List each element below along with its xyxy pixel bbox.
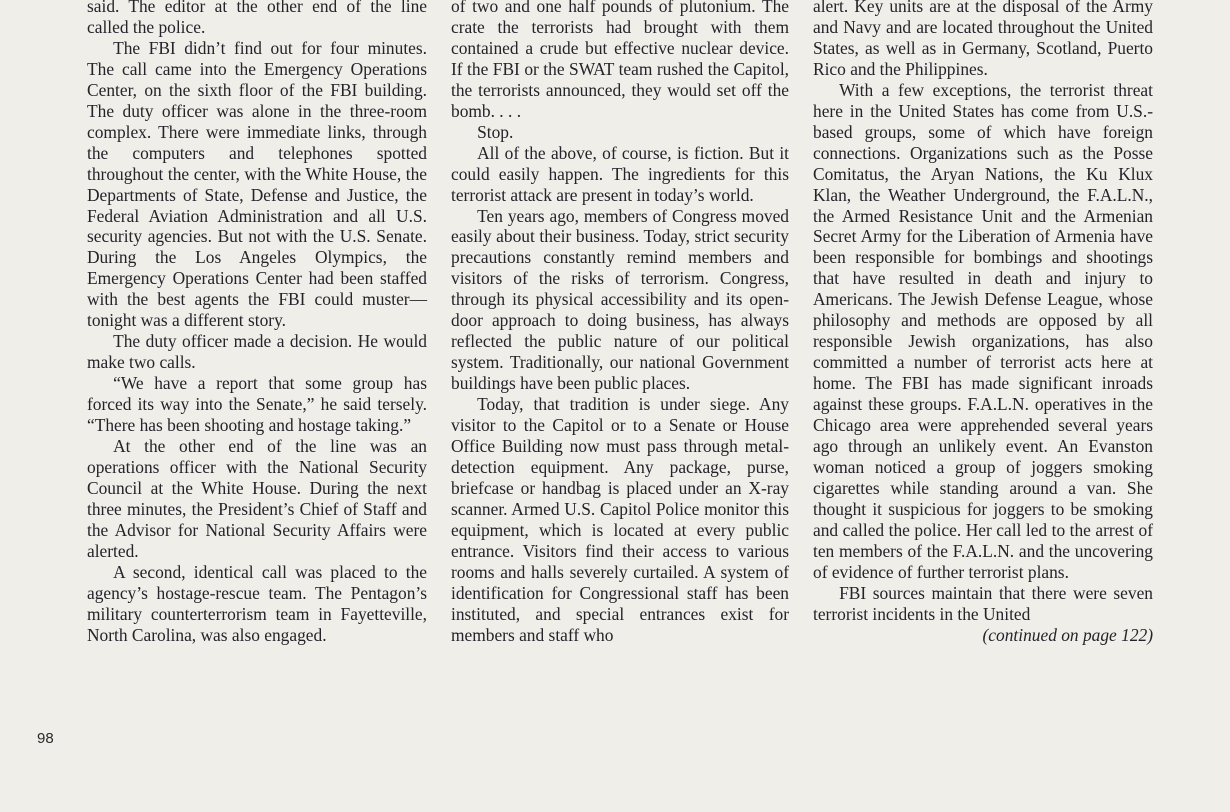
paragraph: The duty officer made a decision. He would make two calls. <box>87 331 427 373</box>
paragraph: All of the above, of course, is fiction. But it could easily happen. The ingredients for this terrorist attack are present in today’s world. <box>451 142 789 205</box>
paragraph: Ten years ago, members of Congress moved easily about their business. Today, strict security precautions constantly remind members and visitors of the risks of terrorism. Congress, through its physical accessibility and its open-door approach to doing business, has always reflected the public nature of our political system. Traditionally, our national Government buildings have been public places. <box>451 205 789 394</box>
paragraph: said. The editor at the other end of the line called the police. <box>87 0 427 37</box>
article-column-2 <box>451 0 789 646</box>
continued-note: (continued on page 122) <box>982 624 1153 645</box>
paragraph: The FBI didn’t find out for four minutes. The call came into the Emergency Operations Center, on the sixth floor of the FBI building. The duty officer was alone in the three-room complex. There were immediate links, through the computers and telephones spotted throughout the center, with the White House, the Departments of State, Defense and Justice, the Federal Aviation Administration and all U.S. security agencies. But not with the U.S. Senate. During the Los Angeles Olympics, the Emergency Operations Center had been staffed with the best agents the FBI could muster—tonight was a different story. <box>87 37 427 331</box>
article-column-3 <box>813 0 1153 646</box>
paragraph: of two and one half pounds of plutonium. The crate the terrorists had brought with them contained a crude but effective nuclear device. If the FBI or the SWAT team rushed the Capitol, the terrorists announced, they would set off the bomb. . . . <box>451 0 789 121</box>
paragraph: alert. Key units are at the disposal of the Army and Navy and are located throughout the United States, as well as in Germany, Scotland, Puerto Rico and the Philippines. <box>813 0 1153 79</box>
paragraph: Stop. <box>477 121 514 142</box>
page-number: 98 <box>37 730 54 747</box>
paragraph: FBI sources maintain that there were seven terrorist incidents in the United <box>813 582 1153 624</box>
paragraph: At the other end of the line was an operations officer with the National Security Council at the White House. During the next three minutes, the President’s Chief of Staff and the Advisor for National Security Affairs were alerted. <box>87 436 427 561</box>
paragraph: A second, identical call was placed to the agency’s hostage-rescue team. The Pentagon’s military counterterrorism team in Fayetteville, North Carolina, was also engaged. <box>87 561 427 645</box>
paragraph: With a few exceptions, the terrorist threat here in the United States has come from U.S.-based groups, some of which have foreign connections. Organizations such as the Posse Comitatus, the Aryan Nations, the Ku Klux Klan, the Weather Underground, the F.A.L.N., the Armed Resistance Unit and the Armenian Secret Army for the Liberation of Armenia have been responsible for bombings and shootings that have resulted in death and injury to Americans. The Jewish Defense League, whose philosophy and methods are opposed by all responsible Jewish organizations, has also committed a number of terrorist acts here at home. The FBI has made significant inroads against these groups. F.A.L.N. operatives in the Chicago area were apprehended several years ago through an unlikely event. An Evanston woman noticed a group of joggers smoking cigarettes while standing around a van. She thought it suspicious for joggers to be smoking and called the police. Her call led to the arrest of ten members of the F.A.L.N. and the uncovering of evidence of further terrorist plans. <box>813 79 1153 582</box>
paragraph: “We have a report that some group has forced its way into the Senate,” he said tersely. “There has been shooting and hostage taking.” <box>87 373 427 436</box>
article-column-1 <box>87 0 427 646</box>
paragraph: Today, that tradition is under siege. Any visitor to the Capitol or to a Senate or House Office Building now must pass through metal-detection equipment. Any package, purse, briefcase or handbag is placed under an X-ray scanner. Armed U.S. Capitol Police monitor this equipment, which is located at every public entrance. Visitors find their access to various rooms and halls severely curtailed. A system of identification for Congressional staff has been instituted, and special entrances exist for members and staff who <box>451 394 789 645</box>
